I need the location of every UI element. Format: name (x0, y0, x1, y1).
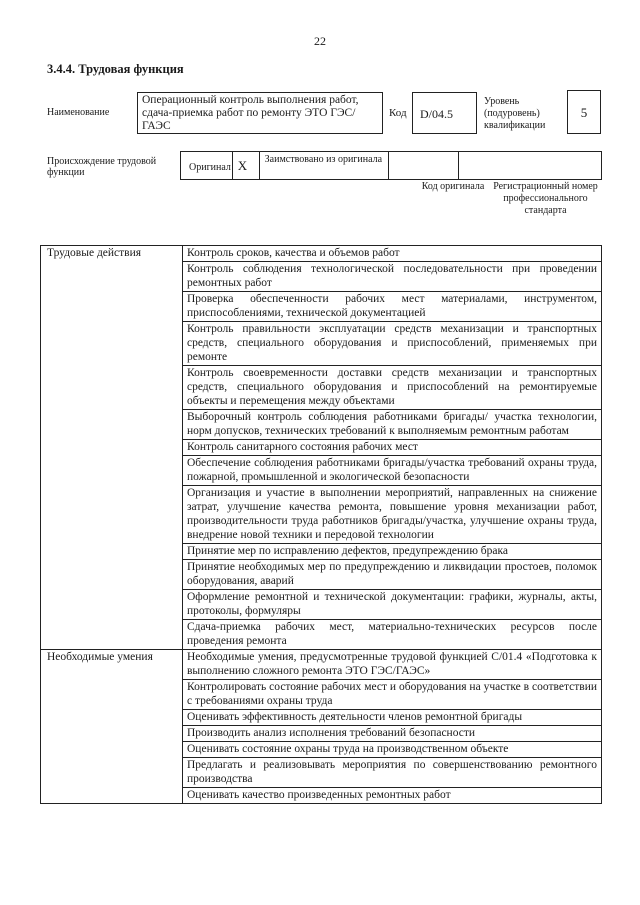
table-row: Проверка обеспеченности рабочих мест материалами, инструментом, приспособлениями, технической документацией (182, 291, 602, 321)
table-row: Выборочный контроль соблюдения работниками бригады/ участка технологии, норм допусков, технических требований к выполняемым ремонтным работам (182, 409, 602, 439)
origin-code-cell (389, 152, 459, 179)
table-row: Необходимые умения, предусмотренные трудовой функцией С/01.4 «Подготовка к выполнению сложного ремонта ЭТО ГЭС/ГАЭС» (182, 650, 602, 679)
table-row: Принятие необходимых мер по предупреждению и ликвидации простоев, поломок оборудования, аварий (182, 559, 602, 589)
caption-registration-number: Регистрационный номер профессионального стандарта (493, 181, 598, 216)
page-number: 22 (314, 34, 326, 48)
table-row: Оформление ремонтной и технической документации: графики, журналы, акты, протоколы, формуляры (182, 589, 602, 619)
table-row: Контроль правильности эксплуатации средств механизации и транспортных средств, специального оборудования и приспособлений, применяемых при ремонте (182, 321, 602, 365)
table-row: Производить анализ исполнения требований безопасности (182, 725, 602, 741)
table-row: Сдача-приемка рабочих мест, материально-технических ресурсов после проведения ремонта (182, 619, 602, 650)
table-row: Обеспечение соблюдения работниками бригады/участка требований охраны труда, пожарной, промышленной и экологической безопасности (182, 455, 602, 485)
table-row: Контролировать состояние рабочих мест и оборудования на участке в соответствии с требованиями охраны труда (182, 679, 602, 709)
required-skills-group (40, 650, 602, 804)
table-row: Контроль сроков, качества и объемов работ (182, 245, 602, 261)
origin-reg-cell (459, 152, 601, 179)
table-row: Контроль своевременности доставки средств механизации и транспортных средств, специального оборудования и приспособлений на ремонтируемые объекты и перемещения между объектами (182, 365, 602, 409)
labor-actions-group (40, 245, 602, 650)
origin-label: Происхождение трудовой функции (47, 156, 157, 178)
table-row: Оценивать эффективность деятельности членов ремонтной бригады (182, 709, 602, 725)
level-value-box: 5 (567, 90, 601, 134)
functions-table (40, 245, 602, 804)
table-row: Контроль соблюдения технологической последовательности при проведении ремонтных работ (182, 261, 602, 291)
group-label: Трудовые действия (40, 245, 182, 650)
origin-borrowed-cell: Заимствовано из оригинала (260, 152, 389, 179)
origin-original-cell: Оригинал (181, 152, 233, 179)
origin-mark-cell: X (233, 152, 260, 179)
level-label: Уровень (подуровень) квалификации (484, 96, 546, 131)
code-label: Код (389, 107, 407, 119)
table-row: Предлагать и реализовывать мероприятия по совершенствованию ремонтного производства (182, 757, 602, 787)
table-row: Организация и участие в выполнении мероприятий, направленных на снижение затрат, улучшение качества ремонта, повышение уровня механизации работ, производительности труда работников бригады/участка, улучшение охраны труда, внедрение новой техники и передовой технологии (182, 485, 602, 543)
table-row: Оценивать состояние охраны труда на производственном объекте (182, 741, 602, 757)
origin-row (180, 151, 602, 180)
group-items (182, 650, 602, 804)
table-row: Принятие мер по исправлению дефектов, предупреждению брака (182, 543, 602, 559)
table-row: Контроль санитарного состояния рабочих мест (182, 439, 602, 455)
name-label: Наименование (47, 107, 110, 118)
group-label: Необходимые умения (40, 650, 182, 804)
function-name-box: Операционный контроль выполнения работ, сдача-приемка работ по ремонту ЭТО ГЭС/ГАЭС (137, 92, 383, 134)
table-row: Оценивать качество произведенных ремонтных работ (182, 787, 602, 804)
caption-original-code: Код оригинала (421, 181, 485, 192)
group-items (182, 245, 602, 650)
section-heading: 3.4.4. Трудовая функция (47, 62, 184, 76)
code-value-box: D/04.5 (412, 92, 477, 134)
